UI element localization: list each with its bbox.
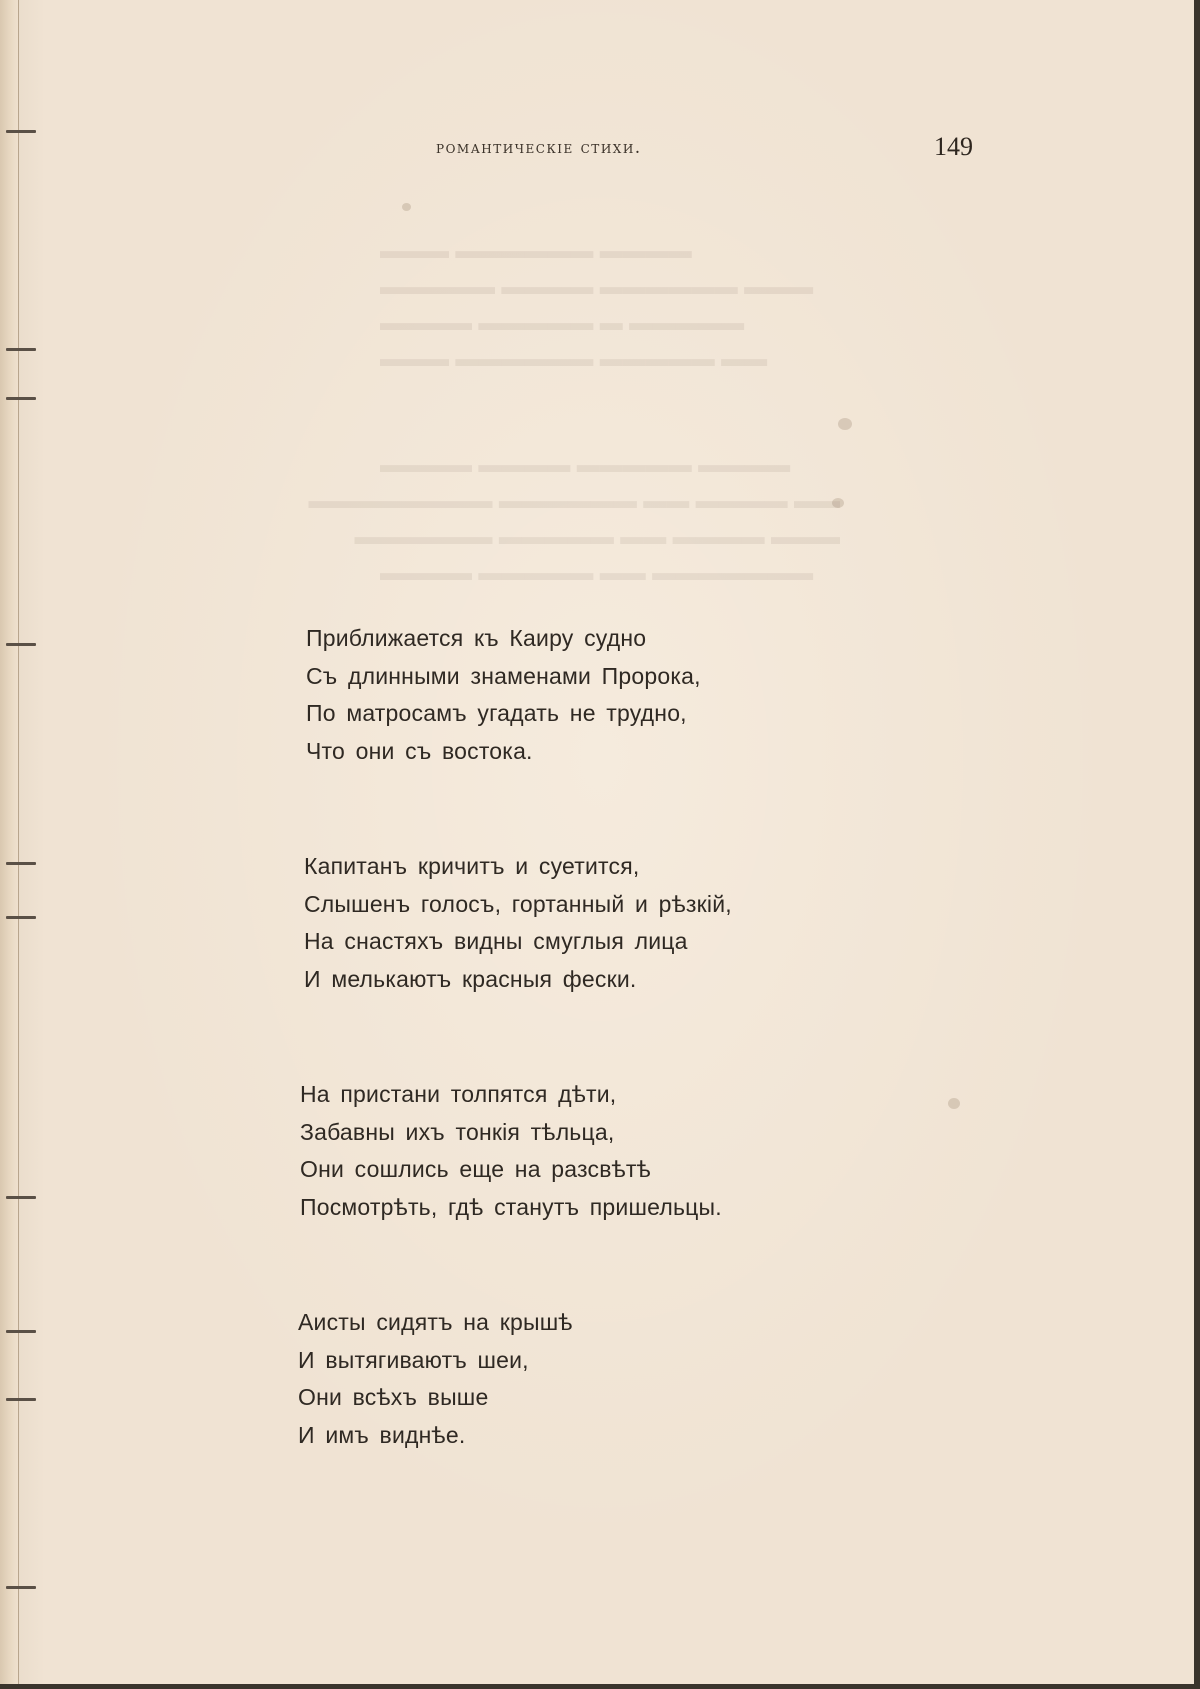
verse-line: На снастяхъ видны смуглыя лица	[304, 928, 688, 954]
verse-line: И имъ виднѣе.	[298, 1421, 466, 1448]
show-through-texture: ▬▬▬▬ ▬▬▬▬▬▬ ▬▬▬ ▬▬▬ ▬▬▬▬▬▬ ▬▬▬▬ ▬▬▬▬▬ ▬▬▬▬▬ ▬ ▬▬▬▬▬ ▬▬▬▬ ▬▬ ▬▬▬▬▬ ▬▬▬▬▬▬ ▬▬▬	[380, 237, 814, 371]
binding-stitch	[6, 1398, 36, 1401]
verse-line: Они всѣхъ выше	[298, 1384, 489, 1410]
binding-stitch	[6, 130, 36, 133]
verse-line: Съ длинными знаменами Пророка,	[306, 662, 701, 689]
binding-stitch	[6, 1586, 36, 1589]
verse-line: И мелькаютъ красныя фески.	[304, 965, 637, 992]
binding-stitch	[6, 862, 36, 865]
binding-stitch	[6, 1196, 36, 1199]
page-gutter	[0, 0, 19, 1689]
verse-line: Что они съ востока.	[306, 737, 533, 764]
binding-stitch	[6, 397, 36, 400]
stanza-3	[300, 1076, 722, 1226]
binding-stitch	[6, 1330, 36, 1333]
paper-foxing-spot	[402, 203, 411, 211]
verse-line: Аисты сидятъ на крышѣ	[298, 1309, 573, 1335]
binding-stitch	[6, 916, 36, 919]
binding-stitch	[6, 348, 36, 351]
verse-line: На пристани толпятся дѣти,	[300, 1081, 617, 1107]
stanza-4	[298, 1304, 573, 1454]
running-title: романтическіе стихи.	[436, 138, 642, 158]
verse-line: По матросамъ угадать не трудно,	[306, 700, 687, 726]
verse-line: Они сошлись еще на разсвѣтѣ	[300, 1156, 651, 1182]
paper-foxing-spot	[948, 1098, 960, 1109]
page-edge-bottom	[0, 1684, 1200, 1689]
page-number: 149	[934, 132, 973, 161]
page-edge-right	[1194, 0, 1200, 1689]
stanza-2	[304, 848, 732, 998]
verse-line: Приближается къ Каиру судно	[306, 625, 647, 651]
verse-line: Забавны ихъ тонкія тѣльца,	[300, 1118, 615, 1145]
show-through-texture: ▬▬▬▬ ▬▬▬▬▬ ▬▬▬▬ ▬▬▬▬ ▬▬ ▬▬▬▬ ▬▬ ▬▬▬▬▬▬ ▬▬▬▬▬▬▬▬ ▬▬▬ ▬▬▬▬ ▬▬ ▬▬▬▬▬ ▬▬▬▬▬▬ ▬▬▬▬▬▬▬ ▬▬ ▬▬▬▬▬ ▬▬▬▬	[308, 451, 840, 585]
verse-line: Слышенъ голосъ, гортанный и рѣзкій,	[304, 890, 732, 917]
verse-line: Посмотрѣть, гдѣ станутъ пришельцы.	[300, 1193, 722, 1220]
binding-stitch	[6, 643, 36, 646]
verse-line: Капитанъ кричитъ и суетится,	[304, 853, 640, 879]
paper-foxing-spot	[838, 418, 852, 430]
verse-line: И вытягиваютъ шеи,	[298, 1346, 529, 1373]
stanza-1	[306, 620, 701, 770]
